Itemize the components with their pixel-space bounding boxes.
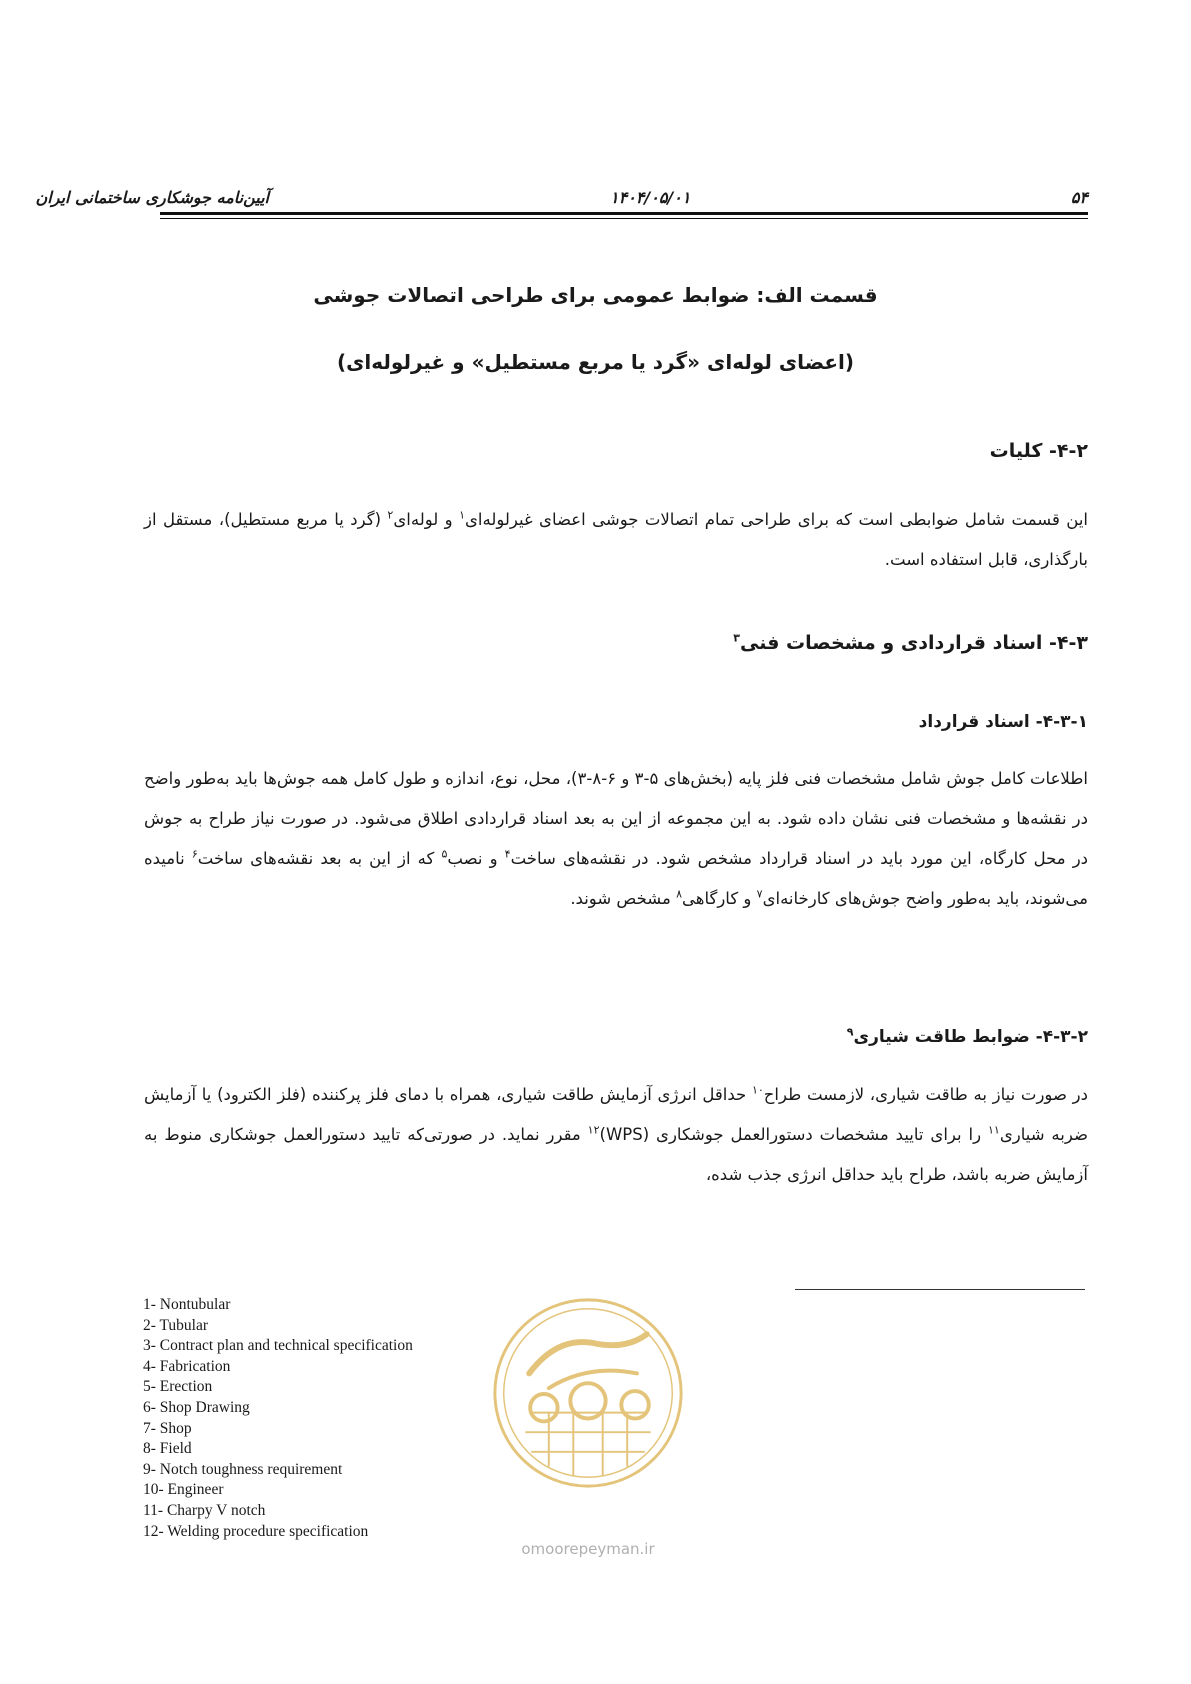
watermark-url: omoorepeyman.ir bbox=[521, 1540, 655, 1558]
text-run: نامیده می‌شوند، باید به‌طور واضح جوش‌های کارخانه‌ای bbox=[144, 849, 1088, 908]
footnote-item: 12- Welding procedure specification bbox=[143, 1522, 369, 1540]
text-run: اطلاعات کامل جوش شامل مشخصات فنی فلز پایه (بخش‌های ۵-۳ و ۶-۸-۳)، محل، نوع، اندازه و طول کامل همه جوش‌ها باید به‌طور واضح در نقشه‌ها و مشخصات فنی نشان داده شود. به این مجموعه از این به بعد اسناد قراردادی اطلاق می‌شود. در صورت نیاز طراح به جوش در محل کارگاه، این مورد باید در اسناد قرارداد مشخص شود. در نقشه‌های ساخت bbox=[144, 769, 1089, 868]
footnote-item: 2- Tubular bbox=[143, 1316, 209, 1334]
text-run: و کارگاهی bbox=[682, 889, 757, 908]
watermark-seal-icon bbox=[490, 1295, 686, 1491]
main-title: قسمت الف: ضوابط عمومی برای طراحی اتصالات جوشی bbox=[313, 283, 878, 307]
text-run: که از این به بعد نقشه‌های ساخت bbox=[197, 849, 442, 868]
footnote-ref: ۷ bbox=[756, 887, 763, 901]
heading-text: ۴-۳- اسناد قراردادی و مشخصات فنی bbox=[740, 632, 1088, 654]
footnote-item: 9- Notch toughness requirement bbox=[143, 1460, 343, 1478]
footnote-ref: ۴ bbox=[504, 847, 511, 861]
footnote-ref: ۱۲ bbox=[587, 1123, 600, 1137]
footnote-item: 5- Erection bbox=[143, 1378, 213, 1396]
sub-title: (اعضای لوله‌ای «گرد یا مربع مستطیل» و غیرلوله‌ای) bbox=[336, 350, 855, 374]
paragraph-4-3-1 bbox=[144, 759, 1088, 919]
footnote-ref: ۸ bbox=[676, 887, 682, 901]
section-heading-4-3-1: ۴-۳-۱- اسناد قرارداد bbox=[918, 712, 1088, 732]
footnote-ref: ۱۱ bbox=[987, 1123, 1000, 1137]
text-run: مشخص شوند. bbox=[570, 889, 677, 908]
section-heading-4-3 bbox=[733, 632, 1088, 654]
footnote-ref: ۱ bbox=[459, 508, 465, 522]
section-heading-4-3-2 bbox=[847, 1027, 1088, 1047]
header-rule-thick bbox=[160, 212, 1088, 215]
footnote-ref: ۲ bbox=[387, 508, 394, 522]
footnote-item: 10- Engineer bbox=[143, 1481, 224, 1499]
footnote-ref: ۳ bbox=[733, 631, 740, 645]
footnotes-list bbox=[143, 1295, 413, 1542]
footnote-item: 3- Contract plan and technical specification bbox=[143, 1337, 413, 1355]
text-run: و لوله‌ای bbox=[393, 510, 460, 529]
text-run: مقرر نماید. در صورتی‌که تایید دستورالعمل جوشکاری منوط به آزمایش ضربه باشد، طراح باید حداقل انرژی جذب شده، bbox=[144, 1125, 1088, 1184]
footnote-ref: ۵ bbox=[441, 847, 448, 861]
paragraph-4-2 bbox=[144, 500, 1088, 580]
footnote-rule bbox=[795, 1289, 1085, 1290]
footnote-ref: ۹ bbox=[846, 1025, 854, 1039]
footnote-item: 6- Shop Drawing bbox=[143, 1398, 250, 1416]
header-date: ۱۴۰۴/۰۵/۰۱ bbox=[610, 188, 691, 207]
heading-text: ۴-۳-۲- ضوابط طاقت شیاری bbox=[853, 1027, 1088, 1047]
section-heading-4-2: ۴-۲- کلیات bbox=[989, 440, 1088, 462]
text-run: این قسمت شامل ضوابطی است که برای طراحی تمام اتصالات جوشی اعضای غیرلوله‌ای bbox=[465, 510, 1088, 529]
footnote-item: 1- Nontubular bbox=[143, 1296, 231, 1313]
header-title: آیین‌نامه جوشکاری ساختمانی ایران bbox=[35, 188, 269, 207]
footnote-ref: ۱۰ bbox=[751, 1083, 764, 1097]
header-rule-thin bbox=[160, 218, 1088, 219]
text-run: (گرد یا مربع مستطیل)، مستقل از بارگذاری، قابل استفاده است. bbox=[144, 510, 1088, 569]
page-number: ۵۴ bbox=[1070, 188, 1088, 207]
text-run: در صورت نیاز به طاقت شیاری، لازمست طراح bbox=[763, 1085, 1088, 1104]
footnote-ref: ۶ bbox=[191, 847, 198, 861]
text-run: را برای تایید مشخصات دستورالعمل جوشکاری (WPS) bbox=[599, 1125, 988, 1144]
footnote-item: 7- Shop bbox=[143, 1419, 192, 1437]
footnote-item: 8- Field bbox=[143, 1440, 192, 1458]
paragraph-4-3-2 bbox=[144, 1075, 1088, 1195]
text-run: و نصب bbox=[447, 849, 505, 868]
footnote-item: 11- Charpy V notch bbox=[143, 1501, 266, 1519]
text-run: حداقل انرژی آزمایش طاقت شیاری، همراه با دمای فلز پرکننده (فلز الکترود) یا آزمایش ضربه شیاری bbox=[144, 1085, 1088, 1144]
footnote-item: 4- Fabrication bbox=[143, 1357, 231, 1375]
